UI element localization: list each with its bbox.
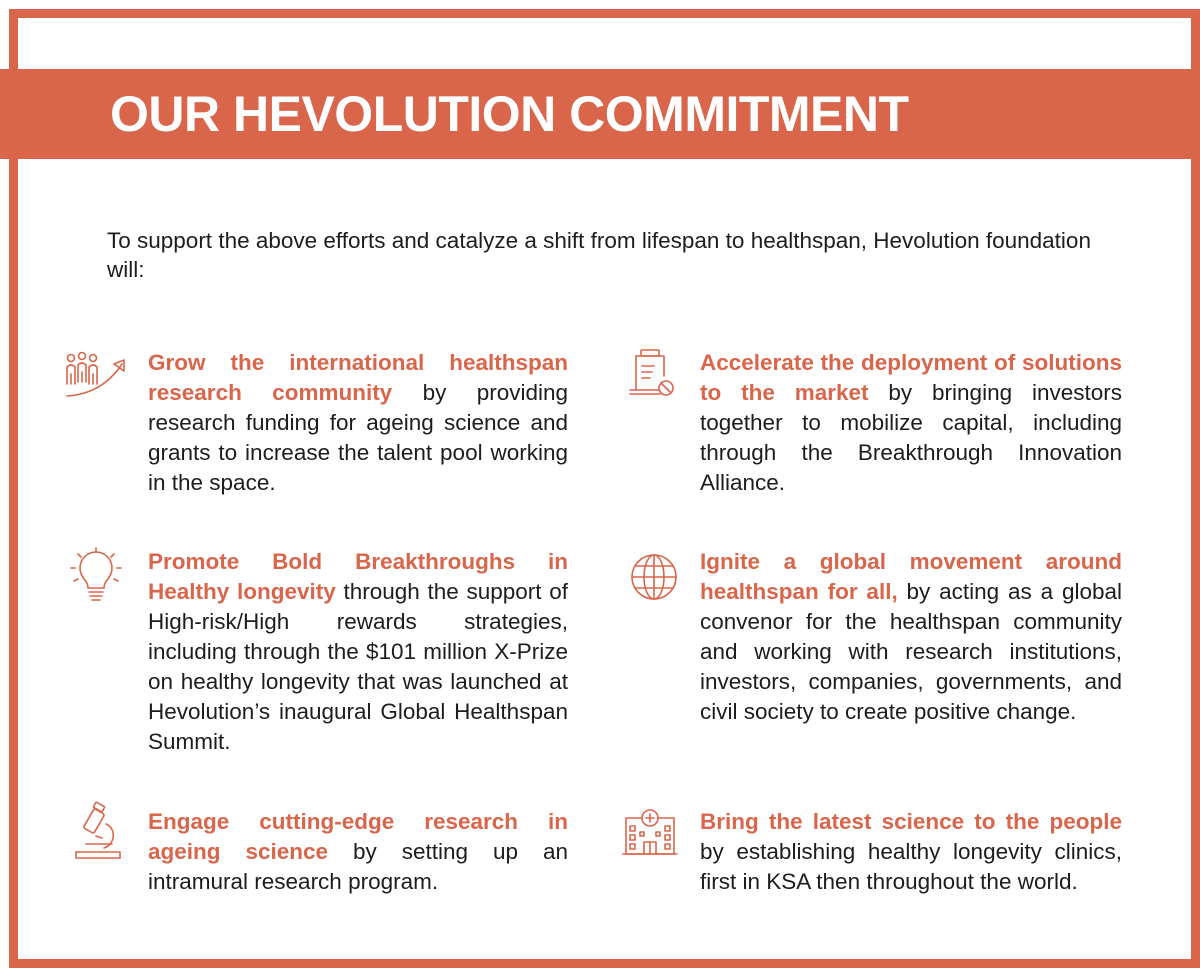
item-text: by bringing investors together to mobilize capital, including through the Breakthrough Innovation Alliance. (700, 380, 1122, 495)
list-item (700, 348, 1122, 498)
item-text: by establishing healthy longevity clinics, first in KSA then throughout the world. (700, 839, 1122, 894)
item-highlight: Grow the international healthspan research community (148, 350, 568, 405)
item-highlight: Bring the latest science to the people (700, 809, 1122, 834)
item-text: through the support of High-risk/High rewards strategies, including through the $101 million X-Prize on healthy longevity that was launched at Hevolution’s inaugural Global Healthspan Summit. (148, 579, 569, 754)
list-item (700, 547, 1122, 727)
list-item (700, 807, 1122, 897)
lab-tablet-icon (628, 346, 678, 400)
item-text: by providing research funding for ageing science and grants to increase the talent pool working in the space. (148, 380, 568, 495)
lightbulb-icon (70, 546, 122, 606)
list-item (148, 348, 568, 498)
hospital-icon (622, 806, 678, 858)
item-highlight: Accelerate the deployment of solutions to the market (700, 350, 1122, 405)
intro-text: To support the above efforts and catalyze a shift from lifespan to healthspan, Hevolution foundation will: (107, 228, 1091, 282)
list-item (148, 807, 568, 897)
community-growth-icon (62, 350, 132, 404)
item-text: by setting up an intramural research program. (148, 839, 568, 894)
list-item (148, 547, 568, 757)
globe-icon (628, 551, 680, 603)
page-title: OUR HEVOLUTION COMMITMENT (110, 86, 909, 142)
item-text: by acting as a global convenor for the healthspan community and working with research institutions, investors, companies, governments, and civil society to create positive change. (700, 579, 1122, 724)
item-highlight: Engage cutting-edge research in ageing science (148, 809, 568, 864)
microscope-icon (72, 800, 124, 862)
item-highlight: Promote Bold Breakthroughs in Healthy longevity (148, 549, 568, 604)
item-highlight: Ignite a global movement around healthspan for all, (700, 549, 1122, 604)
title-banner (0, 69, 1200, 159)
